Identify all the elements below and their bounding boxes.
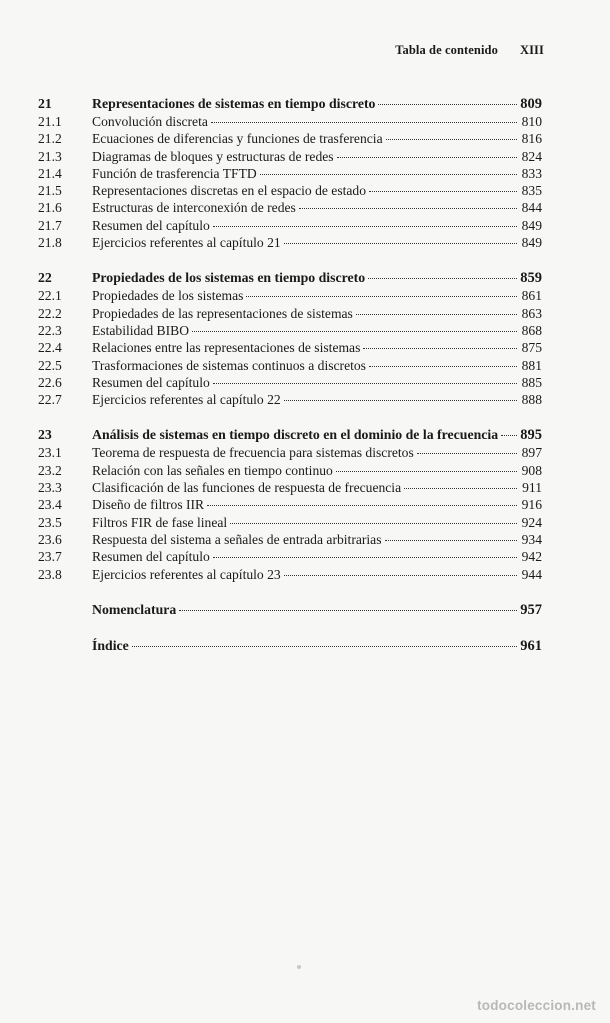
entry-number: 22.5 (38, 357, 62, 373)
dot-leader (378, 104, 517, 105)
entry-title: Análisis de sistemas en tiempo discreto en el dominio de la frecuencia (92, 427, 499, 443)
entry-page-number: 942 (521, 549, 542, 565)
entry-page-number: 885 (521, 374, 542, 390)
entry-title: Índice (92, 637, 129, 653)
section-entry (38, 566, 542, 583)
dot-leader (213, 557, 517, 558)
entry-page-number: 863 (521, 305, 542, 321)
entry-title: Representaciones discretas en el espacio de estado (92, 183, 367, 199)
back-matter-entry (38, 636, 542, 655)
section-entry (38, 496, 542, 513)
dot-leader (336, 471, 517, 472)
section-entry (38, 322, 542, 339)
section-entry (38, 479, 542, 496)
entry-title: Propiedades de las representaciones de sistemas (92, 305, 353, 321)
dot-leader (368, 278, 517, 279)
entry-number: 21.6 (38, 200, 62, 216)
entry-number: 22.3 (38, 322, 62, 338)
dot-leader (501, 435, 517, 436)
entry-number: 23.8 (38, 566, 62, 582)
dot-leader (179, 610, 517, 611)
entry-page-number: 849 (521, 235, 542, 251)
entry-page-number: 816 (521, 131, 542, 147)
entry-page-number: 908 (521, 462, 542, 478)
dot-leader (404, 488, 517, 489)
section-entry (38, 548, 542, 565)
entry-page-number: 934 (521, 531, 542, 547)
entry-page-number: 881 (521, 357, 542, 373)
entry-number: 21.4 (38, 165, 62, 181)
entry-page-number: 810 (521, 114, 542, 129)
entry-page-number: 897 (521, 445, 542, 461)
section-entry (38, 531, 542, 548)
entry-page-number: 924 (521, 514, 542, 530)
entry-title: Diseño de filtros IIR (92, 497, 205, 513)
chapter-heading (38, 268, 542, 287)
watermark-logo: todocoleccion.net (477, 998, 596, 1013)
entry-title: Resumen del capítulo (92, 374, 210, 390)
section-entry (38, 444, 542, 461)
entry-title: Ejercicios referentes al capítulo 22 (92, 392, 281, 408)
entry-page-number: 861 (521, 288, 542, 304)
section-entry (38, 199, 542, 216)
dot-leader (417, 453, 517, 454)
dot-leader (337, 157, 517, 158)
entry-number: 22.2 (38, 305, 62, 321)
section-entry (38, 182, 542, 199)
entry-title: Clasificación de las funciones de respuesta de frecuencia (92, 480, 402, 496)
dot-leader (260, 174, 517, 175)
dot-leader (192, 331, 517, 332)
entry-title: Ecuaciones de diferencias y funciones de trasferencia (92, 131, 383, 147)
entry-number: 21 (38, 96, 52, 111)
dot-leader (246, 296, 517, 297)
entry-number: 23.7 (38, 549, 62, 565)
section-entry (38, 217, 542, 234)
entry-page-number: 859 (520, 270, 542, 287)
dot-leader (211, 122, 517, 123)
chapter-heading (38, 94, 542, 113)
section-entry (38, 374, 542, 391)
entry-title: Convolución discreta (92, 114, 208, 129)
entry-number: 21.7 (38, 217, 62, 233)
entry-page-number: 911 (522, 480, 542, 496)
running-header-page-number: XIII (519, 43, 544, 57)
dot-leader (356, 314, 517, 315)
entry-title: Teorema de respuesta de frecuencia para sistemas discretos (92, 445, 414, 461)
entry-number: 21.1 (38, 114, 62, 129)
dot-leader (386, 139, 517, 140)
running-header (395, 43, 544, 58)
entry-title: Estabilidad BIBO (92, 322, 190, 338)
entry-number: 23.1 (38, 445, 62, 461)
section-entry (38, 339, 542, 356)
entry-title: Ejercicios referentes al capítulo 23 (92, 566, 281, 582)
entry-number: 23 (38, 427, 52, 443)
entry-number: 23.5 (38, 514, 62, 530)
dot-leader (299, 208, 517, 209)
entry-number: 21.8 (38, 235, 62, 251)
entry-title: Función de trasferencia TFTD (92, 165, 257, 181)
back-matter-block (38, 636, 542, 655)
table-of-contents (38, 94, 542, 672)
entry-title: Propiedades de los sistemas en tiempo discreto (92, 270, 366, 286)
entry-title: Relaciones entre las representaciones de sistemas (92, 340, 361, 356)
section-entry (38, 113, 542, 130)
entry-title: Propiedades de los sistemas (92, 288, 244, 304)
entry-number: 21.5 (38, 183, 62, 199)
chapter-block (38, 94, 542, 251)
section-entry (38, 514, 542, 531)
entry-title: Trasformaciones de sistemas continuos a discretos (92, 357, 366, 373)
dot-leader (207, 505, 517, 506)
entry-page-number: 824 (521, 148, 542, 164)
entry-page-number: 868 (521, 322, 542, 338)
dot-leader (213, 383, 517, 384)
entry-page-number: 944 (521, 566, 542, 582)
entry-title: Estructuras de interconexión de redes (92, 200, 296, 216)
entry-title: Nomenclatura (92, 601, 177, 617)
entry-title: Representaciones de sistemas en tiempo discreto (92, 96, 376, 111)
section-entry (38, 234, 542, 251)
dot-leader (369, 191, 517, 192)
entry-number: 22.7 (38, 392, 62, 408)
entry-title: Resumen del capítulo (92, 217, 210, 233)
entry-number: 23.6 (38, 531, 62, 547)
dot-leader (284, 243, 517, 244)
dot-leader (132, 646, 517, 647)
entry-number: 22.1 (38, 288, 62, 304)
entry-number: 22.4 (38, 340, 62, 356)
entry-page-number: 916 (521, 497, 542, 513)
entry-number: 23.4 (38, 497, 62, 513)
dot-leader (363, 348, 517, 349)
section-entry (38, 391, 542, 408)
section-entry (38, 357, 542, 374)
entry-page-number: 875 (521, 340, 542, 356)
section-entry (38, 305, 542, 322)
dot-leader (213, 226, 517, 227)
entry-number: 23.2 (38, 462, 62, 478)
chapter-block (38, 425, 542, 582)
entry-page-number: 888 (521, 392, 542, 408)
dot-leader (230, 523, 517, 524)
back-matter-block (38, 600, 542, 619)
entry-page-number: 844 (521, 200, 542, 216)
entry-number: 21.2 (38, 131, 62, 147)
entry-title: Relación con las señales en tiempo continuo (92, 462, 333, 478)
dot-leader (284, 575, 517, 576)
section-entry (38, 148, 542, 165)
dot-leader (284, 400, 517, 401)
entry-number: 22.6 (38, 374, 62, 390)
section-entry (38, 462, 542, 479)
entry-page-number: 849 (521, 217, 542, 233)
back-matter-entry (38, 600, 542, 619)
entry-title: Filtros FIR de fase lineal (92, 514, 228, 530)
running-header-title: Tabla de contenido (395, 43, 498, 57)
dot-leader (369, 366, 517, 367)
entry-title: Diagramas de bloques y estructuras de redes (92, 148, 334, 164)
entry-page-number: 833 (521, 165, 542, 181)
entry-page-number: 961 (520, 637, 542, 654)
entry-number: 21.3 (38, 148, 62, 164)
entry-number: 23.3 (38, 480, 62, 496)
section-entry (38, 165, 542, 182)
section-entry (38, 287, 542, 304)
chapter-heading (38, 425, 542, 444)
page-speck (297, 965, 301, 969)
section-entry (38, 130, 542, 147)
entry-page-number: 835 (521, 183, 542, 199)
entry-page-number: 809 (520, 96, 542, 112)
entry-title: Ejercicios referentes al capítulo 21 (92, 235, 281, 251)
entry-number: 22 (38, 270, 52, 286)
dot-leader (385, 540, 517, 541)
entry-page-number: 957 (520, 601, 542, 618)
entry-title: Resumen del capítulo (92, 549, 210, 565)
entry-title: Respuesta del sistema a señales de entrada arbitrarias (92, 531, 382, 547)
entry-page-number: 895 (520, 427, 542, 444)
chapter-block (38, 268, 542, 408)
